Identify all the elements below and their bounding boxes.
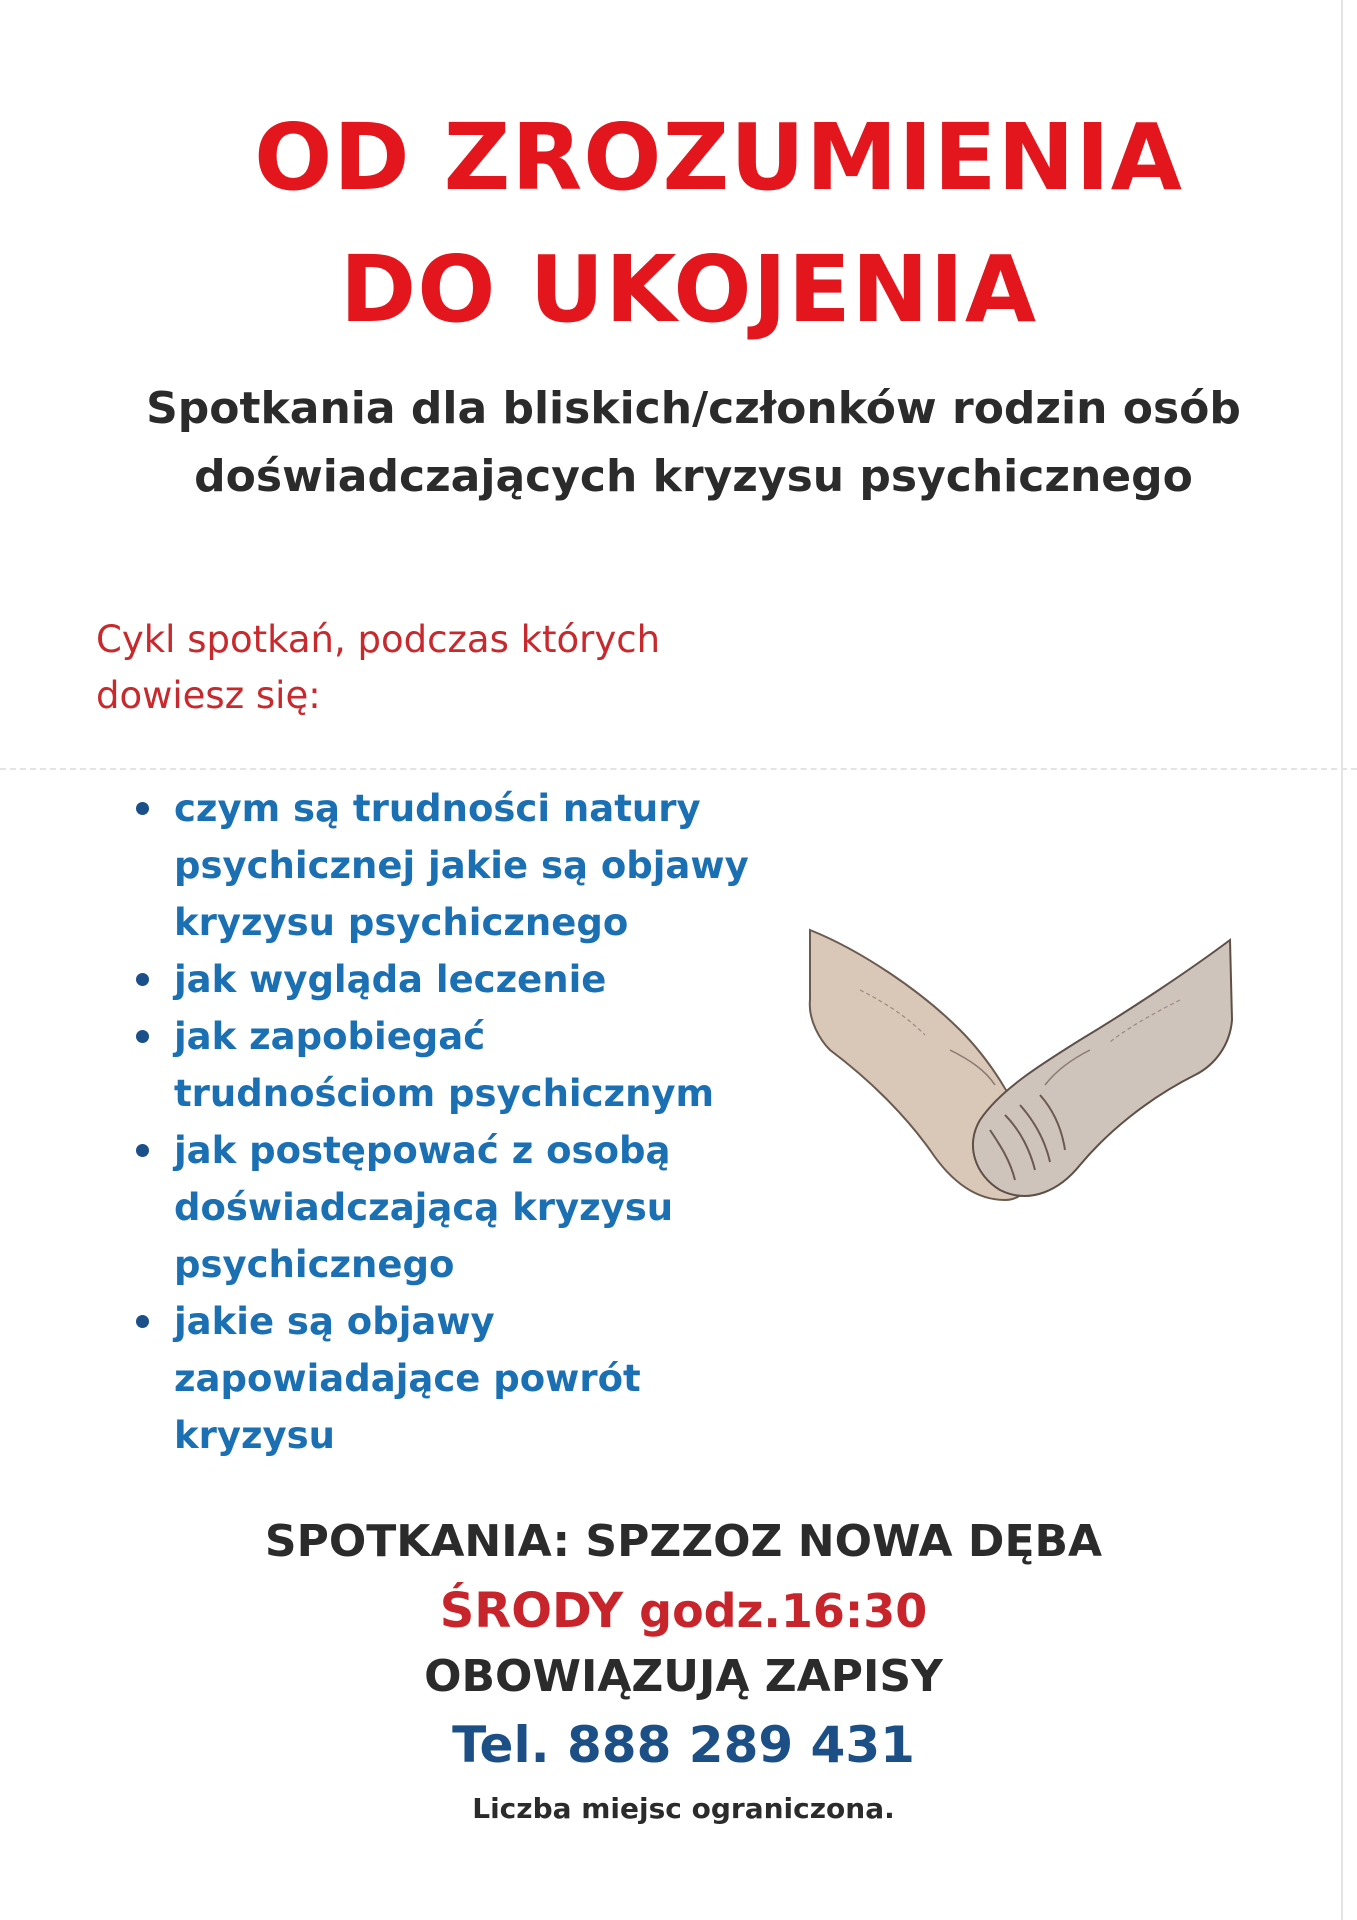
- topic-line: psychicznego: [174, 1243, 455, 1286]
- meeting-day: ŚRODY: [439, 1583, 624, 1639]
- bullet-icon: [136, 1315, 149, 1328]
- topic-line: kryzysu psychicznego: [174, 901, 629, 944]
- topic-line: zapowiadające powrót: [174, 1357, 641, 1400]
- intro-line-1: Cykl spotkań, podczas których: [96, 618, 661, 661]
- meeting-location: SPOTKANIA: SPZZOZ NOWA DĘBA: [264, 1516, 1103, 1567]
- title-line-2: DO UKOJENIA: [339, 236, 1038, 343]
- topic-item: [130, 1008, 770, 1122]
- handshake-illustration: [800, 900, 1240, 1230]
- topic-line: jak zapobiegać: [174, 1015, 486, 1058]
- bullet-icon: [136, 802, 149, 815]
- topic-line: doświadczającą kryzysu: [174, 1186, 674, 1229]
- fold-line: [0, 768, 1357, 770]
- meeting-time: [0, 1583, 1357, 1639]
- bullet-icon: [136, 1144, 149, 1157]
- phone-number: Tel. 888 289 431: [452, 1716, 915, 1774]
- meeting-hour: godz.16:30: [639, 1584, 928, 1638]
- intro-line-2: dowiesz się:: [96, 674, 321, 717]
- topic-line: psychicznej jakie są objawy: [174, 844, 749, 887]
- topics-list: [130, 780, 770, 1464]
- bullet-icon: [136, 1030, 149, 1043]
- topic-item: [130, 1122, 770, 1293]
- title-line-1: OD ZROZUMIENIA: [254, 104, 1183, 211]
- subtitle-line-2: doświadczających kryzysu psychicznego: [194, 451, 1193, 502]
- subtitle-line-1: Spotkania dla bliskich/członków rodzin osób: [146, 383, 1241, 434]
- registration-required: OBOWIĄZUJĄ ZAPISY: [424, 1651, 943, 1702]
- topic-line: jak postępować z osobą: [174, 1129, 671, 1172]
- topic-item: [130, 780, 770, 951]
- limited-seats-note: Liczba miejsc ograniczona.: [472, 1792, 895, 1825]
- topic-item: [130, 951, 770, 1008]
- topic-line: jakie są objawy: [174, 1300, 495, 1343]
- topic-line: trudnościom psychicznym: [174, 1072, 715, 1115]
- topic-line: czym są trudności natury: [174, 787, 701, 830]
- topic-line: jak wygląda leczenie: [174, 958, 607, 1001]
- bullet-icon: [136, 973, 149, 986]
- topic-item: [130, 1293, 770, 1464]
- topic-line: kryzysu: [174, 1414, 335, 1457]
